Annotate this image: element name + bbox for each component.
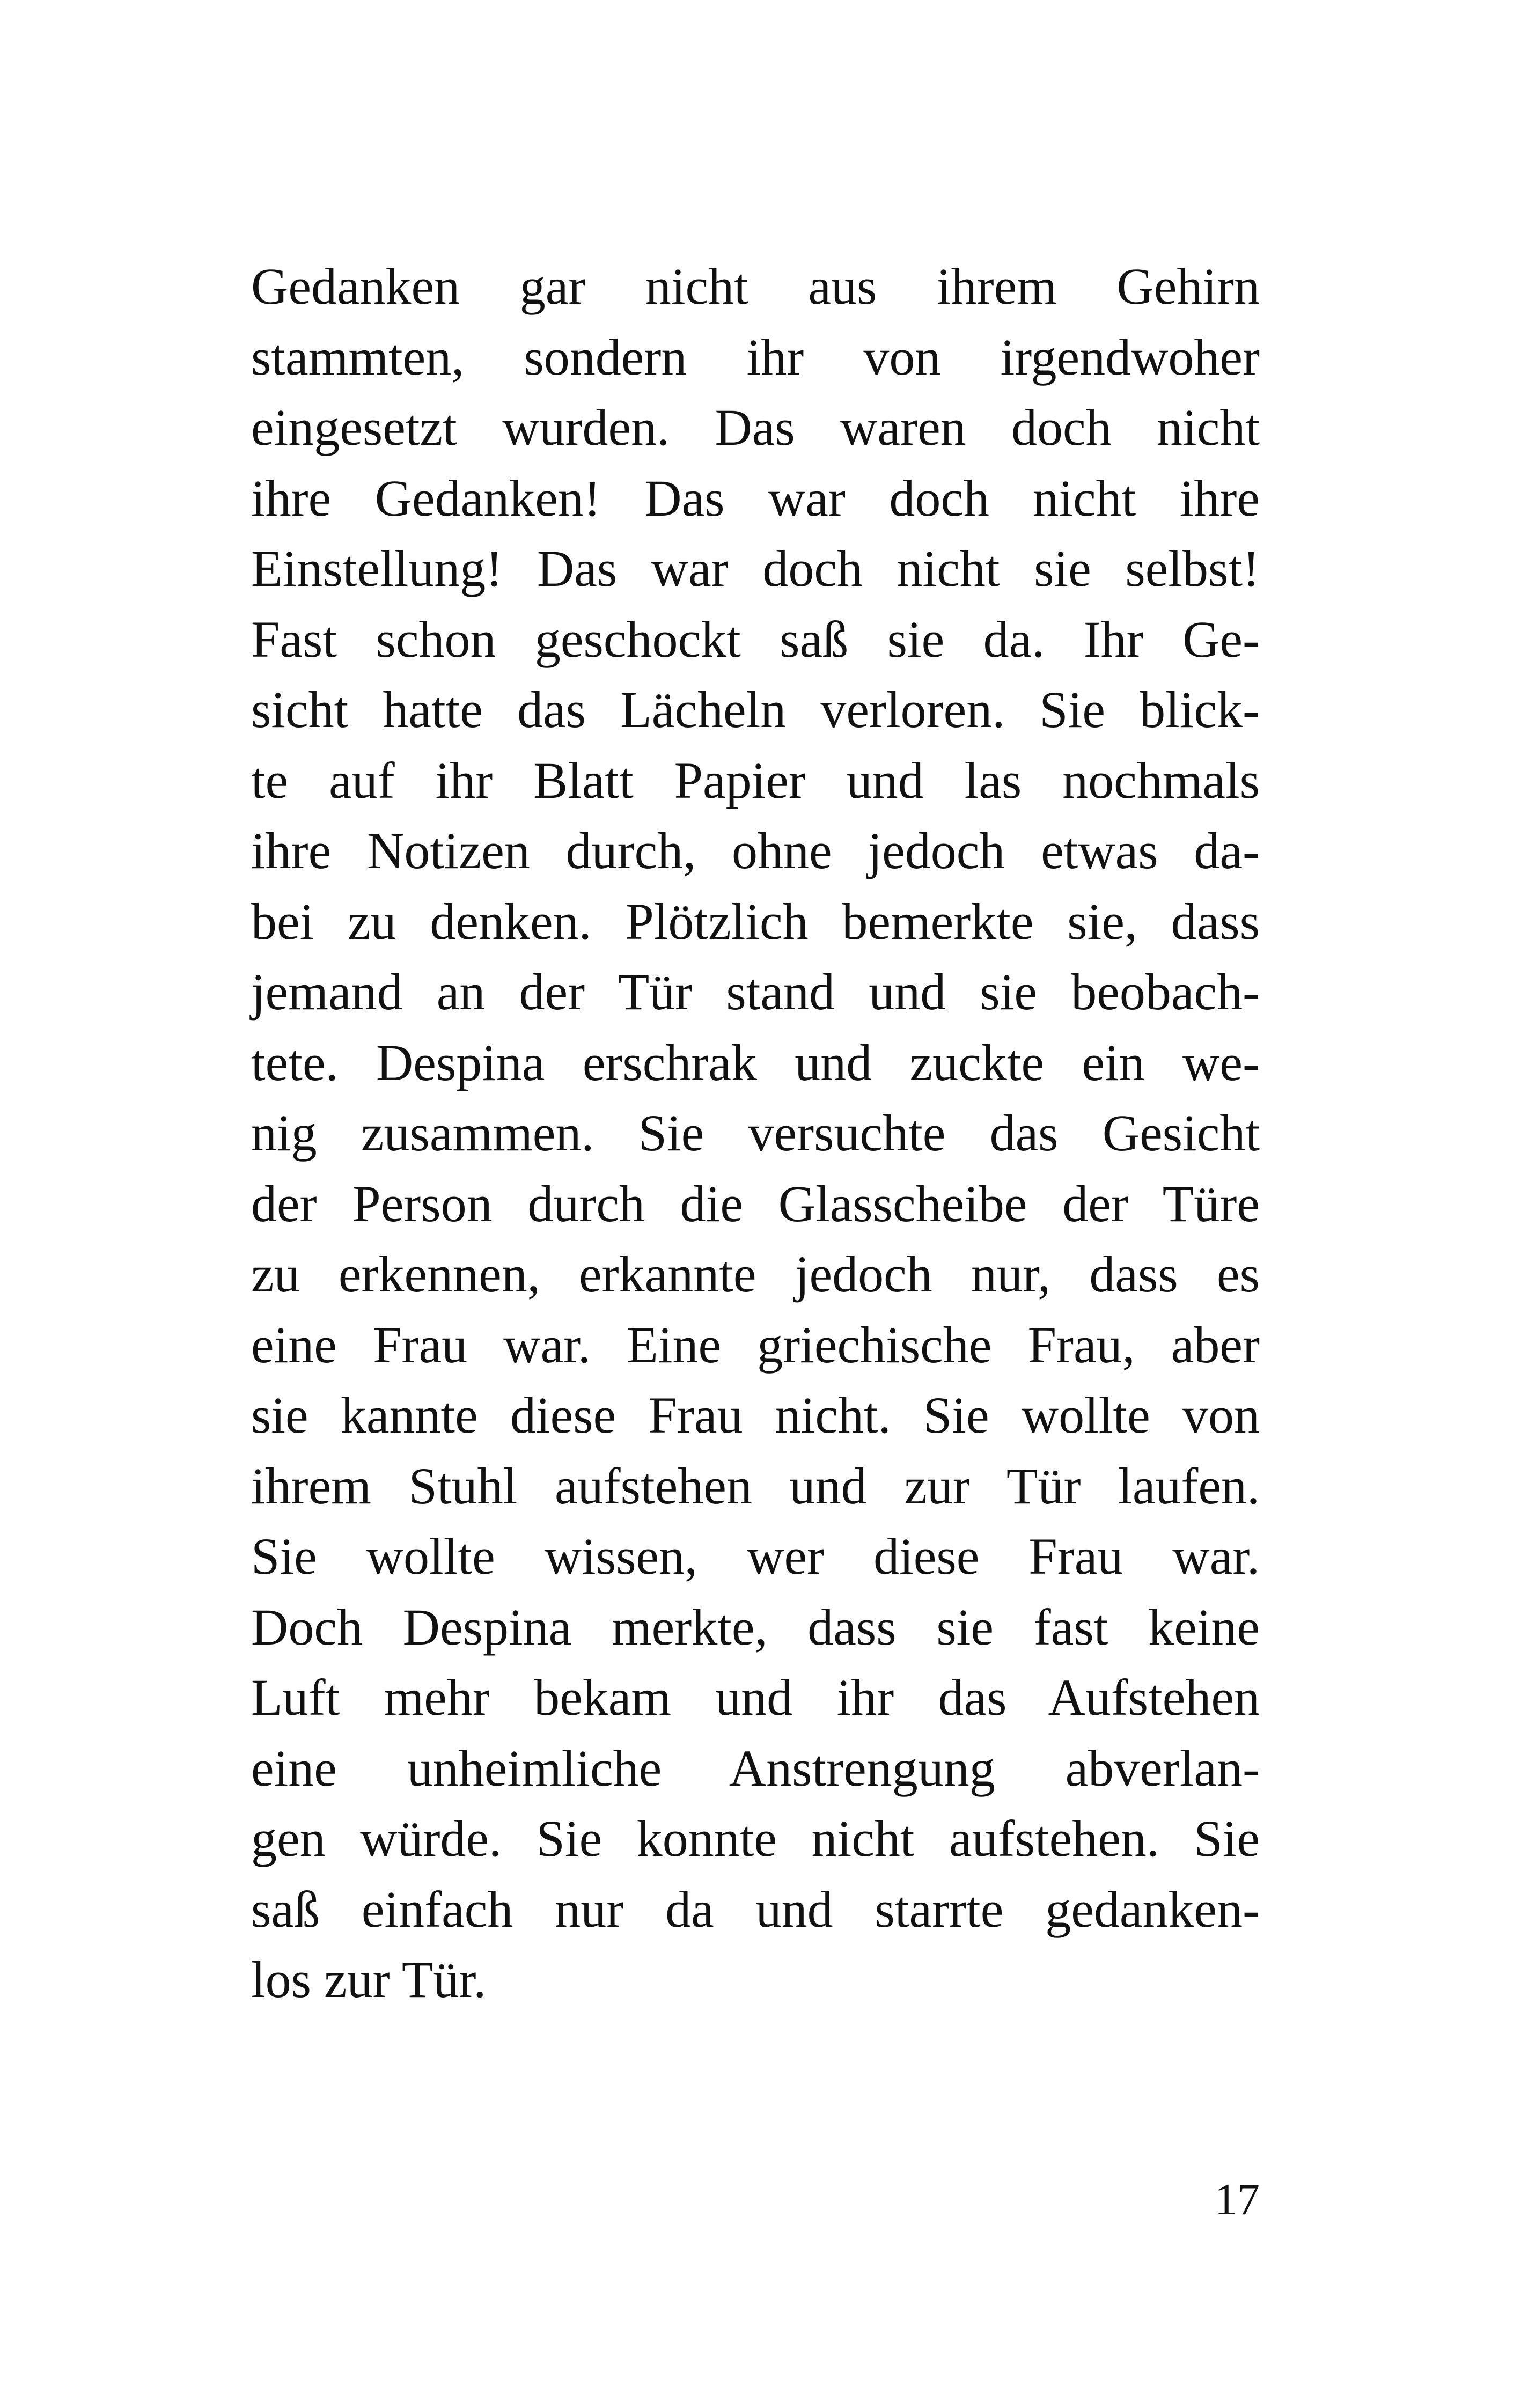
text-line: sicht hatte das Lächeln verloren. Sie blick- <box>251 681 1260 738</box>
body-text <box>251 251 1260 2015</box>
text-line: tete. Despina erschrak und zuckte ein we- <box>251 1033 1260 1091</box>
text-line: gen würde. Sie konnte nicht aufstehen. Sie <box>251 1810 1260 1867</box>
text-line: eingesetzt wurden. Das waren doch nicht <box>251 399 1260 456</box>
text-line: saß einfach nur da und starrte gedanken- <box>251 1880 1260 1938</box>
text-line: Sie wollte wissen, wer diese Frau war. <box>251 1528 1260 1585</box>
text-line: jemand an der Tür stand und sie beobach- <box>251 963 1260 1021</box>
text-line: eine unheimliche Anstrengung abverlan- <box>251 1739 1260 1797</box>
text-line: Einstellung! Das war doch nicht sie selbst! <box>251 540 1260 597</box>
text-line: stammten, sondern ihr von irgendwoher <box>251 328 1260 386</box>
text-line: Doch Despina merkte, dass sie fast keine <box>251 1598 1260 1656</box>
text-line: zu erkennen, erkannte jedoch nur, dass es <box>251 1245 1260 1303</box>
text-line: eine Frau war. Eine griechische Frau, aber <box>251 1316 1260 1374</box>
text-line: ihrem Stuhl aufstehen und zur Tür laufen. <box>251 1457 1260 1515</box>
text-line: Luft mehr bekam und ihr das Aufstehen <box>251 1669 1260 1726</box>
text-line: Gedanken gar nicht aus ihrem Gehirn <box>251 258 1260 315</box>
text-line: Fast schon geschockt saß sie da. Ihr Ge- <box>251 610 1260 668</box>
text-line: der Person durch die Glasscheibe der Türe <box>251 1174 1260 1232</box>
text-line: nig zusammen. Sie versuchte das Gesicht <box>251 1104 1260 1162</box>
text-line: bei zu denken. Plötzlich bemerkte sie, dass <box>251 892 1260 950</box>
text-line: ihre Gedanken! Das war doch nicht ihre <box>251 469 1260 527</box>
text-line: ihre Notizen durch, ohne jedoch etwas da- <box>251 822 1260 879</box>
text-line: sie kannte diese Frau nicht. Sie wollte von <box>251 1386 1260 1444</box>
text-line: te auf ihr Blatt Papier und las nochmals <box>251 751 1260 809</box>
text-line: los zur Tür. <box>251 1951 487 2008</box>
page-number: 17 <box>1215 2175 1260 2225</box>
